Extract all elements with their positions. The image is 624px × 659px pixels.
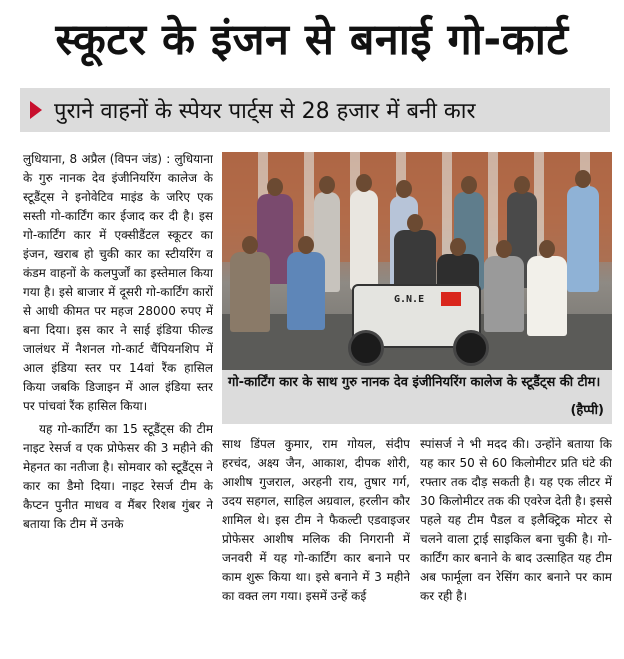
article-paragraph: साथ डिंपल कुमार, राम गोयल, संदीप हरचंद, अक्ष्य जैन, आकाश, दीपक शोरी, आशीष गुजराल, अरहनी राय, तुषार गर्ग, उदय सहगल, साहिल अग्रवाल, हरलीन कौर शामिल थे। इस टीम ने फैकल्टी एडवाइजर प्रोफेसर आशीष मलिक की निगरानी में जनवरी में यह गो-कार्टिंग कार बनाने पर काम शुरू किया था। इसे बनाने में 3 महीने का वक्त लग गया। इसमें उन्हें कई bbox=[222, 437, 410, 603]
article-paragraph: यह गो-कार्टिंग का 15 स्टूडैंट्स की टीम नाइट रेसर्ज व एक प्रोफेसर की 3 महीने की मेहनत का नतीजा है। सोमवार को स्टूडैंट्स ने कार का डैमो दिया। नाइट रेसर्ज टीम के कैप्टन पुनीत माधव व मैंबर रिशब गुंबर ने बताया कि टीम में उनके bbox=[23, 422, 213, 531]
kart-badge bbox=[441, 292, 461, 306]
wheel-icon bbox=[453, 330, 489, 366]
subheadline-bar bbox=[20, 88, 610, 132]
go-kart bbox=[352, 284, 481, 348]
photo-credit: (हैप्पी) bbox=[570, 403, 604, 418]
article-column-1 bbox=[23, 150, 213, 655]
article-column-2 bbox=[222, 435, 410, 655]
subheadline: पुराने वाहनों के स्पेयर पार्ट्स से 28 हजार में बनी कार bbox=[54, 99, 476, 124]
wheel-icon bbox=[348, 330, 384, 366]
article-paragraph: लुधियाना, 8 अप्रैल (विपन जंड) : लुधियाना के गुरु नानक देव इंजीनियरिंग कालेज के स्टूडैंट्स ने इनोवेटिव माइंड के जरिए एक सस्ती गो-कार्टिंग कार ईजाद कर दी है। इस गो-कार्टिंग कार में एक्सीडैंटल स्कूटर का इंजन, खराब हो चुकी कार का स्टीयरिंग व कंडम वाहनों के कलपुर्जों का इस्तेमाल किया गया है। इसे बाजार में दूसरी गो-कार्टिंग कारों से आधी कीमत पर महज 28000 रुपए में बना दिया। इस कार ने साई इंडिया फील्ड जालंधर में नैशनल गो-कार्ट चैंपियनशिप में आल इंडिया स्तर पर 14वां रैंक हासिल किया जबकि डिजाइन में आल इंडिया स्तर पर पांचवां रैंक हासिल किया। bbox=[23, 152, 213, 413]
team-member bbox=[230, 252, 270, 332]
arrow-right-icon bbox=[30, 101, 42, 119]
team-member bbox=[527, 256, 567, 336]
team-member bbox=[567, 186, 599, 292]
caption-text: गो-कार्टिंग कार के साथ गुरु नानक देव इंजीनियरिंग कालेज के स्टूडैंट्स की टीम। bbox=[228, 375, 601, 390]
team-member bbox=[350, 190, 378, 290]
team-photo bbox=[222, 152, 612, 370]
team-member bbox=[484, 256, 524, 332]
team-member bbox=[287, 252, 325, 330]
team-member bbox=[394, 230, 436, 290]
photo-caption bbox=[222, 370, 612, 424]
article-paragraph: स्पांसर्ज ने भी मदद की। उन्होंने बताया कि यह कार 50 से 60 किलोमीटर प्रति घंटे की रफ्तार तक दौड़ सकती है। यह एक लीटर में 30 किलोमीटर तक की एवरेज देती है। इससे पहले यह टीम पैडल व इलैक्ट्रिक मोटर से चलने वाला ट्राई साइकिल बना चुकी है। गो-कार्टिंग कार बनाने के बाद उत्साहित यह टीम अब फार्मूला वन रेसिंग कार बनाने पर काम कर रही है। bbox=[420, 437, 612, 603]
headline: स्कूटर के इंजन से बनाई गो-कार्ट bbox=[55, 15, 569, 65]
article-column-3 bbox=[420, 435, 612, 655]
kart-label: G.N.E bbox=[394, 294, 425, 305]
